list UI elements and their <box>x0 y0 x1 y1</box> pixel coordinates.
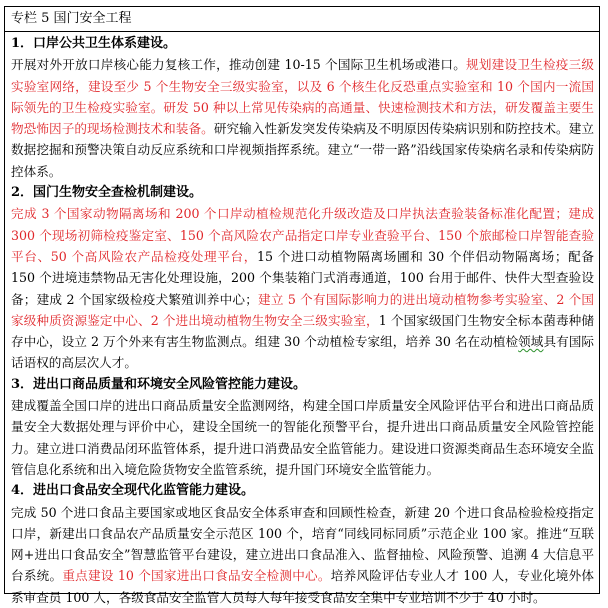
highlighted-text: 重点建设 10 个国家进出口食品安全检测中心。 <box>62 568 331 584</box>
section-3-heading: 3．进出口商品质量和环境安全风险管控能力建设。 <box>11 376 307 392</box>
body-text: 建成覆盖全国口岸的进出口商品质量安全监测网络，构建全国口岸质量安全风险评估平台和进出口商品质量安全大数据处理与评价中心，建设全国统一的智能化预警平台，提升进出口商品质量安全风险管控能力。建立进口消费品闭环监管体系，提升进口消费品安全监管能力。建设进口资源类商品生态环境安全监管信息化系统和出入境危险货物安全监管系统，提升国门环境安全监管能力。 <box>11 398 594 477</box>
section-4-body <box>11 502 594 608</box>
section-1-heading: 1．口岸公共卫生体系建设。 <box>11 36 177 51</box>
highlighted-text: 完成 3 个国家动物隔离场和 200 个口岸动植检规范化升级改造及口岸执法查验装备标准化配置；建成 300 个现场初筛检疫鉴定室、150 个高风险农产品指定口岸专业查验平台、150 个旅邮检口岸智能查验平台、50 个高风险农产品检疫处理平台， <box>11 206 594 264</box>
highlighted-text: 规划建设卫生检疫三级实验室网络，建设至少 5 个生物安全三级实验室，以及 6 个核生化反恐重点实验室和 10 个国内一流国际领先的卫生检疫实验室。研发 50 种以上常见传染病的高通量、快速检测技术和方法，研发覆盖主要生物恐怖因子的现场检测技术和装备。 <box>11 57 595 137</box>
body-text: 研究输入性新发突发传染病及不明原因传染病识别和防控技术。建立数据挖掘和预警决策自动反应系统和口岸视频指挥系统。建立“一带一路”沿线国家传染病名录和传染病防控体系。 <box>11 121 595 179</box>
section-4-heading: 4．进出口食品安全现代化监管能力建设。 <box>11 483 255 499</box>
body-text: 15 个进口动植物隔离场圃和 30 个伴侣动物隔离场；配备 150 个进境违禁物品无害化处理设施，200 个集装箱门式消毒通道，100 台用于邮件、快件大型查验设备；建成 2 个国家级检疫犬繁殖训养中心； <box>11 248 594 307</box>
section-1-body <box>11 54 594 182</box>
body-text: 完成 50 个进口食品主要国家或地区食品安全体系审查和回顾性检查，新建 20 个进口食品检验检疫指定口岸，新建出口食品农产品质量安全示范区 100 个，培育“同线同标同质”示范企业 100 家。推进“互联网+进出口食品安全”智慧监管平台建设，建立进出口食品准入、监督抽检、风险预警、追溯 4 大信息平台系统。 <box>11 504 594 584</box>
body-text: 具有国际话语权的高层次人才。 <box>11 334 595 371</box>
column-title: 专栏 5 国门安全工程 <box>5 7 599 32</box>
highlighted-text: 建立 5 个有国际影响力的进出境动植物参考实验室、2 个国家级种质资源鉴定中心、2 个进出境动植物生物安全三级实验室， <box>11 291 594 328</box>
column-content <box>5 32 599 608</box>
section-2-heading: 2．国门生物安全查检机制建设。 <box>11 185 203 201</box>
spellcheck-marked-text: 领域 <box>518 334 544 350</box>
section-3-body <box>11 395 594 480</box>
body-text: 开展对外开放口岸核心能力复核工作，推动创建 10-15 个国际卫生机场或港口。 <box>11 57 467 73</box>
column-box <box>4 6 600 605</box>
body-text: 培养风险评估专业人才 100 人，专业化境外体系审查员 100 人，各级食品安全监管人员每人每年接受食品安全集中专业培训不少于 40 小时。 <box>11 568 594 605</box>
body-text: 1 个国家级国门生物安全标本菌毒种储存中心，设立 2 万个外来有害生物监测点。组建 30 个动植检专家组，培养 30 名在动植检 <box>11 312 594 350</box>
section-2-body <box>11 203 594 373</box>
